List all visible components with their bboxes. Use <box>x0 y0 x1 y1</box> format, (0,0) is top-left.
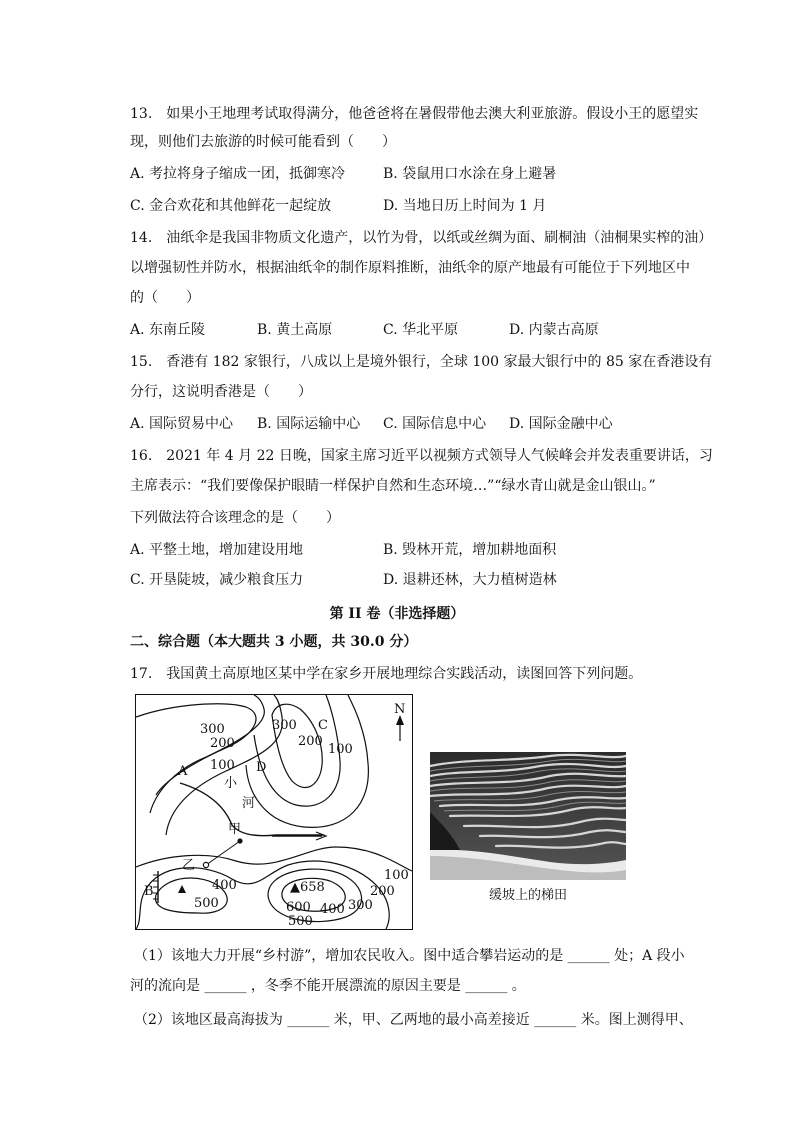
contour-label: 400 <box>320 902 345 917</box>
q14-option-b: B. 黄土高原 <box>257 322 333 338</box>
section-title: 第 II 卷（非选择题） <box>329 606 465 622</box>
contour-label: 500 <box>288 914 313 929</box>
peak-label: ▲658 <box>290 880 325 895</box>
contour-map <box>135 694 413 930</box>
q14-option-c: C. 华北平原 <box>383 322 459 338</box>
q15-option-c: C. 国际信息中心 <box>383 416 487 432</box>
q15-option-d: D. 国际金融中心 <box>509 416 613 432</box>
q17-sub1-line1: （1）该地大力开展“乡村游”，增加农民收入。图中适合攀岩运动的是 ______ 处；A 段小 <box>134 948 685 964</box>
point-b-label: B <box>144 884 154 899</box>
contour-line <box>136 704 256 795</box>
contour-label: 400 <box>212 878 237 893</box>
point-a-label: A <box>178 764 188 779</box>
q15-stem-line1: 15. 香港有 182 家银行，八成以上是境外银行，全球 100 家最大银行中的 85 家在香港设有 <box>130 354 713 370</box>
q14-stem-line3: 的（ ） <box>130 290 200 306</box>
q13-option-b: B. 袋鼠用口水涂在身上避暑 <box>383 166 557 182</box>
q14-option-d: D. 内蒙古高原 <box>509 322 599 338</box>
contour-label: 100 <box>328 742 353 757</box>
q16-option-d: D. 退耕还林，大力植树造林 <box>383 572 557 588</box>
q13-option-d: D. 当地日历上时间为 1 月 <box>383 198 547 214</box>
point-yi <box>203 862 208 867</box>
q13-stem-line2: 现，则他们去旅游的时候可能看到（ ） <box>130 134 396 150</box>
q13-stem-line1: 13. 如果小王地理考试取得满分，他爸爸将在暑假带他去澳大利亚旅游。假设小王的愿望实 <box>130 106 699 122</box>
point-jia <box>237 838 242 843</box>
q15-option-b: B. 国际运输中心 <box>257 416 361 432</box>
contour-label: 300 <box>200 722 225 737</box>
north-label: N <box>394 702 406 717</box>
q16-stem-line2: 主席表示：“我们要像保护眼睛一样保护自然和生态环境…”“绿水青山就是金山银山。” <box>130 478 656 494</box>
q15-stem-line2: 分行，这说明香港是（ ） <box>130 384 312 400</box>
terraced-fields-svg <box>430 752 626 880</box>
q14-stem-line1: 14. 油纸伞是我国非物质文化遗产，以竹为骨，以纸或丝绸为面、刷桐油（油桐果实榨的油） <box>130 230 713 246</box>
q17-stem: 17. 我国黄土高原地区某中学在家乡开展地理综合实践活动，读图回答下列问题。 <box>130 666 643 682</box>
river-label-1: 小 <box>224 776 238 791</box>
q17-sub2: （2）该地区最高海拔为 ______ 米，甲、乙两地的最小高差接近 ______ 米。图上测得甲、 <box>134 1012 693 1028</box>
section-heading: 二、综合题（本大题共 3 小题，共 30.0 分） <box>130 634 418 650</box>
yi-label: 乙 <box>182 858 196 873</box>
contour-label: 300 <box>272 718 297 733</box>
jia-label: 甲 <box>228 822 242 837</box>
contour-label: 200 <box>298 734 323 749</box>
q16-stem-line1: 16. 2021 年 4 月 22 日晚，国家主席习近平以视频方式领导人气候峰会并发表重要讲话，习 <box>130 448 713 464</box>
contour-label: 100 <box>384 868 409 883</box>
q16-stem-line3: 下列做法符合该理念的是（ ） <box>130 510 340 526</box>
contour-label: 600 <box>286 900 311 915</box>
q17-sub1-line2: 河的流向是 ______ ，冬季不能开展漂流的原因主要是 ______ 。 <box>130 978 526 994</box>
q13-option-a: A. 考拉将身子缩成一团，抵御寒冷 <box>130 166 346 182</box>
contour-label: 200 <box>370 884 395 899</box>
contour-line <box>136 861 389 929</box>
contour-label: 100 <box>210 758 235 773</box>
q16-option-a: A. 平整土地，增加建设用地 <box>130 542 304 558</box>
point-d-label: D <box>256 760 267 775</box>
contour-map-svg <box>136 695 412 929</box>
terraced-fields-photo <box>430 752 626 880</box>
jia-yi-line <box>206 841 240 865</box>
contour-line <box>136 847 412 871</box>
summit-triangle-b <box>178 885 186 893</box>
point-c-label: C <box>318 718 328 733</box>
q16-option-c: C. 开垦陡坡，减少粮食压力 <box>130 572 304 588</box>
contour-label: 200 <box>210 736 235 751</box>
river-label-2: 河 <box>242 796 256 811</box>
q16-option-b: B. 毁林开荒，增加耕地面积 <box>383 542 557 558</box>
contour-label: 300 <box>348 898 373 913</box>
contour-label: 500 <box>194 896 219 911</box>
q13-option-c: C. 金合欢花和其他鲜花一起绽放 <box>130 198 332 214</box>
q14-stem-line2: 以增强韧性并防水，根据油纸伞的制作原料推断，油纸伞的原产地最有可能位于下列地区中 <box>130 260 690 276</box>
q15-option-a: A. 国际贸易中心 <box>130 416 234 432</box>
photo-caption: 缓坡上的梯田 <box>488 888 567 903</box>
q14-option-a: A. 东南丘陵 <box>130 322 206 338</box>
